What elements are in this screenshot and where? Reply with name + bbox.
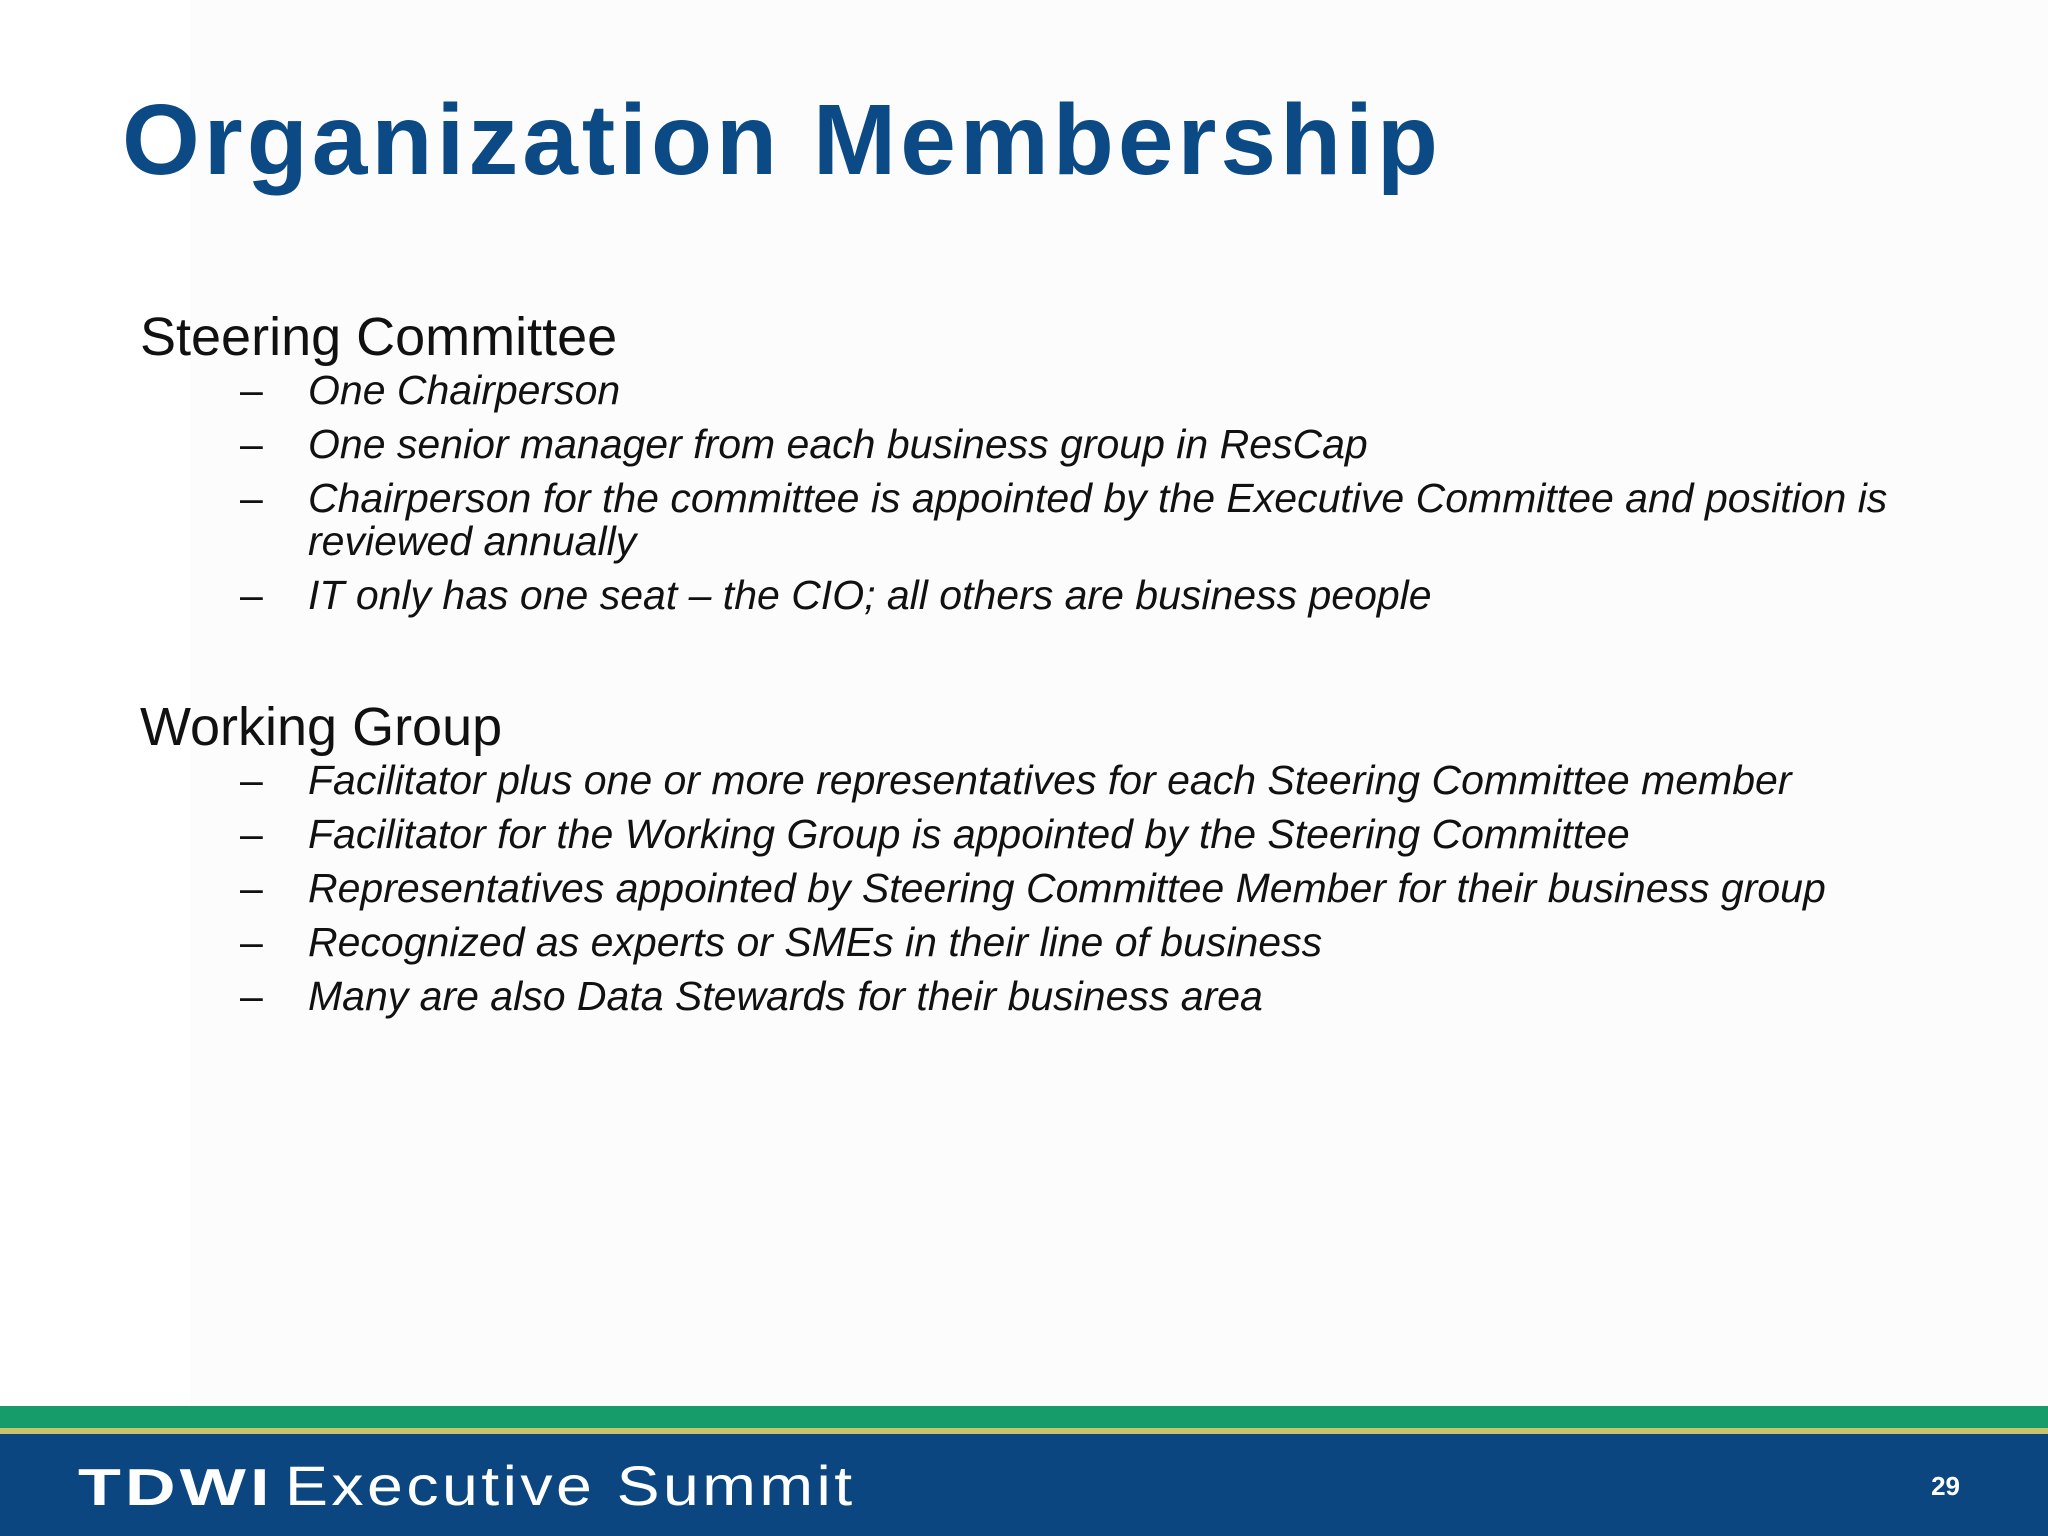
list-item bbox=[140, 477, 2008, 563]
bullet-dash: – bbox=[240, 865, 263, 911]
list-item-text: Chairperson for the committee is appointed by the Executive Committee and position is reviewed annually bbox=[308, 475, 1888, 564]
list-item-text: Many are also Data Stewards for their business area bbox=[308, 973, 1263, 1019]
list-item bbox=[140, 921, 2008, 964]
footer-bar bbox=[0, 1434, 2048, 1536]
list-item bbox=[140, 574, 2008, 617]
list-item-text: One Chairperson bbox=[308, 367, 621, 413]
bullet-dash: – bbox=[240, 973, 263, 1019]
list-item-text: Representatives appointed by Steering Committee Member for their business group bbox=[308, 865, 1826, 911]
list-item bbox=[140, 813, 2008, 856]
list-item-text: Recognized as experts or SMEs in their line of business bbox=[308, 919, 1323, 965]
bullet-dash: – bbox=[240, 919, 263, 965]
working-group-list bbox=[140, 759, 2008, 1018]
bullet-dash: – bbox=[240, 572, 263, 618]
bullet-dash: – bbox=[240, 757, 263, 803]
footer-brand-logo bbox=[78, 1454, 856, 1518]
working-group-section bbox=[140, 695, 2008, 1029]
slide-title: Organization Membership bbox=[122, 84, 1442, 196]
section-heading: Working Group bbox=[140, 697, 503, 757]
list-item bbox=[140, 369, 2008, 412]
list-item bbox=[140, 423, 2008, 466]
bullet-dash: – bbox=[240, 421, 263, 467]
list-item bbox=[140, 975, 2008, 1018]
footer-stripe-green bbox=[0, 1406, 2048, 1428]
list-item bbox=[140, 759, 2008, 802]
bullet-dash: – bbox=[240, 811, 263, 857]
brand-event-name: Executive Summit bbox=[284, 1454, 856, 1517]
list-item-text: IT only has one seat – the CIO; all others are business people bbox=[308, 572, 1432, 618]
list-item-text: Facilitator for the Working Group is appointed by the Steering Committee bbox=[308, 811, 1630, 857]
section-heading: Steering Committee bbox=[140, 307, 618, 367]
steering-committee-section bbox=[140, 305, 2008, 628]
list-item bbox=[140, 867, 2008, 910]
page-number: 29 bbox=[1931, 1471, 1960, 1501]
brand-tdwi-wordmark: TDWI bbox=[78, 1459, 274, 1517]
bullet-dash: – bbox=[240, 475, 263, 521]
list-item-text: One senior manager from each business group in ResCap bbox=[308, 421, 1368, 467]
bullet-dash: – bbox=[240, 367, 263, 413]
steering-committee-list bbox=[140, 369, 2008, 617]
list-item-text: Facilitator plus one or more representatives for each Steering Committee member bbox=[308, 757, 1792, 803]
